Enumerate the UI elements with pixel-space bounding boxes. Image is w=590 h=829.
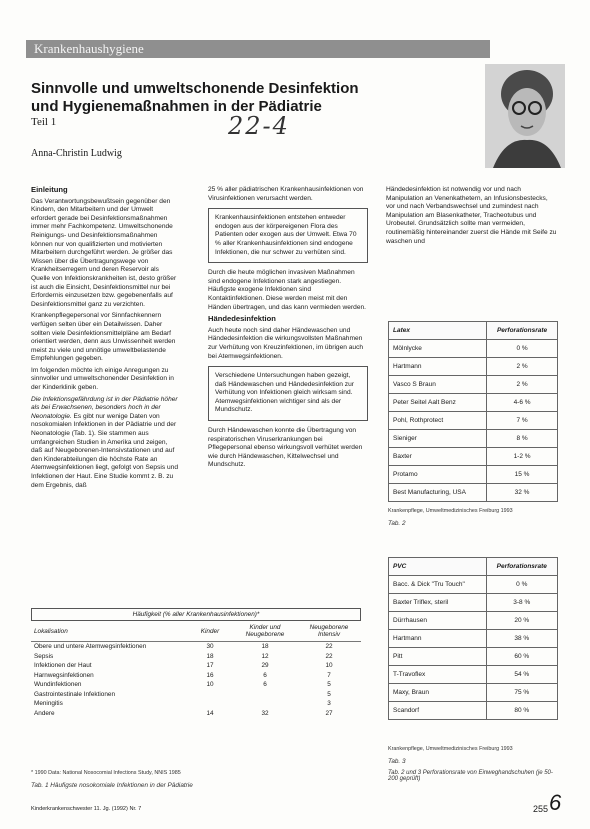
cell: Gastrointestinale Infektionen bbox=[34, 690, 115, 698]
journal-footer: Kinderkrankenschwester 11. Jg. (1992) Nr. 7 bbox=[31, 806, 142, 812]
table-source: Krankenpflege, Umweltmedizinisches Freiburg 1993 bbox=[388, 508, 513, 514]
table-row bbox=[389, 612, 558, 630]
cell: Pitt bbox=[389, 648, 487, 666]
cell bbox=[233, 690, 297, 700]
paragraph: Krankenpflegepersonal vor Sinnfachkennern verfügen selten über ein Detailwissen. Daher sollten viele Desinfektionsmittelpläne am Bedarf orientiert werden, denn aus Unwissenheit werden meist zu viele und unnötige umweltbelastende Empfehlungen gegeben. bbox=[31, 312, 176, 363]
table-row bbox=[31, 699, 361, 709]
handwritten-note: 22-4 bbox=[228, 112, 290, 140]
cell bbox=[187, 690, 233, 700]
cell: 80 % bbox=[486, 702, 557, 720]
table-row bbox=[389, 666, 558, 684]
cell: 75 % bbox=[486, 684, 557, 702]
cell: Harnwegsinfektionen bbox=[34, 671, 94, 679]
article-subtitle: Teil 1 bbox=[31, 116, 57, 128]
table-row bbox=[389, 448, 558, 466]
cell: 18 bbox=[261, 643, 269, 651]
cell: Baxter bbox=[389, 448, 487, 466]
cell: 0 % bbox=[487, 340, 558, 358]
table-row bbox=[389, 594, 558, 612]
cell: T-Travoflex bbox=[389, 666, 487, 684]
cell: Bacc. & Dick "Tru Touch" bbox=[389, 576, 487, 594]
author-photo bbox=[485, 64, 565, 168]
table-row bbox=[389, 702, 558, 720]
column-1 bbox=[31, 186, 179, 493]
paragraph: Auch heute noch sind daher Händewaschen und Händedesinfektion die wirkungsvollsten Maßnahmen zur Verhütung von Kreuzinfektionen, im übrigen auch bei Atemwegsinfektionen. bbox=[208, 326, 364, 360]
table-row bbox=[389, 630, 558, 648]
handwritten-page-mark: 6 bbox=[549, 790, 562, 815]
cell: Pohl, Rothprotect bbox=[389, 412, 487, 430]
cell: 6 bbox=[263, 681, 267, 689]
cell: Meningitis bbox=[34, 700, 63, 708]
page-number: 255 bbox=[533, 804, 549, 814]
cell: Andere bbox=[34, 709, 55, 717]
table-row bbox=[31, 642, 361, 652]
cell: 32 % bbox=[487, 484, 558, 502]
cell: Protamo bbox=[389, 466, 487, 484]
cell: Sieniger bbox=[389, 430, 487, 448]
cell: 12 bbox=[261, 652, 269, 660]
table-row bbox=[31, 709, 361, 719]
cell: Wundinfektionen bbox=[34, 681, 82, 689]
title-line-1: Sinnvolle und umweltschonende Desinfektion bbox=[31, 80, 359, 97]
cell: Best Manufacturing, USA bbox=[389, 484, 487, 502]
paragraph: Durch Händewaschen konnte die Übertragung von respiratorischen Viruserkrankungen bei Pflegepersonal ebenso wirkungsvoll verhütet werden wie durch Händewaschen, Kittelwechsel und Mundschutz. bbox=[208, 427, 363, 469]
paragraph: 25 % aller pädiatrischen Krankenhausinfektionen von Virusinfektionen verursacht werden. bbox=[208, 186, 364, 202]
author-name: Anna-Christin Ludwig bbox=[31, 148, 122, 159]
cell bbox=[233, 699, 297, 709]
cell: 3 bbox=[327, 700, 331, 708]
cell: 6 bbox=[263, 671, 267, 679]
cell: Mölnlycke bbox=[389, 340, 487, 358]
cell: 4-6 % bbox=[487, 394, 558, 412]
table-row bbox=[31, 652, 361, 662]
table-row bbox=[31, 671, 361, 681]
cell: Scandorf bbox=[389, 702, 487, 720]
table-row bbox=[389, 394, 558, 412]
section-banner: Krankenhaushygiene bbox=[26, 40, 490, 58]
column-header: Perforationsrate bbox=[487, 322, 558, 340]
table-header-row bbox=[389, 322, 558, 340]
paragraph: Händedesinfektion ist notwendig vor und nach Manipulation an Venenkathetern, an Infusionsbestecks, vor und nach Verbandswechsel und zumindest nach Manipulation am Blasenkatheter, Tracheotubus und Urobeutel. Grundsätzlich sollte man vermeiden, routinemäßig hintereinander zuerst die Hände mit Seife zu waschen und bbox=[386, 186, 557, 245]
cell: 2 % bbox=[487, 376, 558, 394]
cell: 27 bbox=[325, 709, 333, 717]
cell: Hartmann bbox=[389, 358, 487, 376]
paragraph-text: Es gibt nur wenige Daten von nosokomialen Infektionen in der Pädiatrie und der Neonatologie (Tab. 1). Sie stammen aus umfangreichen Studien in Amerika und zeigen, daß auf Neugeborenen-Intensivstationen und auf den Kinderabteilungen die höchste Rate an Atemwegsinfektionen liegt, gefolgt von Sepsis und Infektionen der Haut. Eine Studie kommt z. B. zu dem Ergebnis, daß bbox=[31, 412, 178, 489]
cell: 38 % bbox=[486, 630, 557, 648]
cell: 10 bbox=[325, 662, 333, 670]
cell: 10 bbox=[206, 681, 214, 689]
cell: 1-2 % bbox=[487, 448, 558, 466]
cell: 60 % bbox=[486, 648, 557, 666]
cell: 0 % bbox=[486, 576, 557, 594]
cell: Dürrhausen bbox=[389, 612, 487, 630]
table-row bbox=[389, 466, 558, 484]
cell: 29 bbox=[261, 662, 269, 670]
table-row bbox=[389, 648, 558, 666]
cell: 32 bbox=[261, 709, 269, 717]
cell: 17 bbox=[206, 662, 214, 670]
cell: 5 bbox=[327, 690, 331, 698]
cell: 20 % bbox=[486, 612, 557, 630]
table-caption: Tab. 3 bbox=[388, 758, 406, 765]
table-title: Häufigkeit (% aller Krankenhausinfektionen)* bbox=[31, 608, 361, 621]
cell: Infektionen der Haut bbox=[34, 662, 92, 670]
pvc-glove-table bbox=[388, 557, 558, 720]
table-row bbox=[389, 376, 558, 394]
table-header-row bbox=[31, 621, 361, 642]
paragraph bbox=[31, 396, 179, 491]
table-row bbox=[389, 576, 558, 594]
cell: 7 bbox=[327, 671, 331, 679]
article-title bbox=[31, 80, 411, 116]
highlight-box: Verschiedene Untersuchungen haben gezeigt, daß Händewaschen und Händedesinfektion zur Verhütung von Infektionen gleich wirksam sind. Atemwegsinfektionen wichtiger sind als der Mundschutz. bbox=[208, 366, 368, 421]
cell: 30 bbox=[206, 643, 214, 651]
cell: 16 bbox=[206, 671, 214, 679]
table-row bbox=[31, 690, 361, 700]
table-caption: Tab. 2 bbox=[388, 520, 406, 527]
table-footnote: * 1990 Data: National Nosocomial Infections Study, NNIS 1985 bbox=[31, 770, 181, 776]
cell: 7 % bbox=[487, 412, 558, 430]
cell: 54 % bbox=[486, 666, 557, 684]
heading-haendedesinfektion: Händedesinfektion bbox=[208, 314, 276, 324]
table-body bbox=[31, 621, 361, 718]
table-row bbox=[389, 684, 558, 702]
column-3 bbox=[386, 186, 558, 249]
column-2 bbox=[208, 186, 368, 473]
table-source: Krankenpflege, Umweltmedizinisches Freiburg 1993 bbox=[388, 746, 513, 752]
cell: 15 % bbox=[487, 466, 558, 484]
cell: 3-8 % bbox=[486, 594, 557, 612]
table-row bbox=[389, 340, 558, 358]
table-row bbox=[31, 661, 361, 671]
latex-glove-table bbox=[388, 321, 558, 502]
cell bbox=[187, 699, 233, 709]
cell: Obere und untere Atemwegsinfektionen bbox=[34, 643, 147, 651]
cell: 8 % bbox=[487, 430, 558, 448]
tables-note: Tab. 2 und 3 Perforationsrate von Einweghandschuhen (je 50-200 geprüft) bbox=[388, 770, 553, 782]
cell: Maxy, Braun bbox=[389, 684, 487, 702]
table-row bbox=[389, 358, 558, 376]
highlight-box: Krankenhausinfektionen entstehen entweder endogen aus der körpereigenen Flora des Patienten oder exogen aus der Umwelt. Etwa 70 % aller Krankenhausinfektionen sind endogene Infektionen, die nur schwer zu verhüten sind. bbox=[208, 208, 368, 263]
emphasis-text: Die Infektionsgefährdung ist in der Pädiatrie höher als bei Erwachsenen, besonders hoch in der Neonatologie. bbox=[31, 395, 178, 420]
infection-frequency-table bbox=[31, 608, 361, 718]
column-header: Neugeborene Intensiv bbox=[297, 621, 361, 642]
paragraph: Im folgenden möchte ich einige Anregungen zu sinnvoller und umweltschonender Desinfektion in der Kinderklinik geben. bbox=[31, 366, 174, 392]
table-header-row bbox=[389, 558, 558, 576]
table-row bbox=[31, 680, 361, 690]
column-header: PVC bbox=[389, 558, 487, 576]
title-line-2: und Hygienemaßnahmen in der Pädiatrie bbox=[31, 98, 322, 115]
cell: 22 bbox=[325, 652, 333, 660]
cell: Baxter Triflex, steril bbox=[389, 594, 487, 612]
table-row bbox=[389, 412, 558, 430]
cell: Sepsis bbox=[34, 652, 54, 660]
paragraph: Das Verantwortungsbewußtsein gegenüber den Kindern, den Mitarbeitern und der Umwelt erfordert gerade bei Desinfektionsmaßnahmen immer mehr Fachkompetenz. Umweltschonende Reinigungs- und Desinfektionsmaßnahmen können nur von qualifizierten und motivierten Mitarbeitern durchgeführt werden. Je größer das Wissen über die Übertragungswege von Krankheitserregern und deren Reservoir als Quelle von Infektionskrankheiten ist, desto größer ist auch die Einsicht, Desinfektionsmittel nur bei Erfordernis einzusetzen bzw. gegebenenfalls auf Desinfektionsmittel ganz zu verzichten. bbox=[31, 197, 177, 308]
cell: Peter Seitel Aalt Benz bbox=[389, 394, 487, 412]
column-header: Perforationsrate bbox=[486, 558, 557, 576]
table-caption: Tab. 1 Häufigste nosokomiale Infektionen in der Pädiatrie bbox=[31, 782, 193, 789]
paragraph: Durch die heute möglichen invasiven Maßnahmen sind endogene Infektionen stark angestiegen. Häufigste exogene Infektionen sind Kontaktinfektionen. Diese werden meist mit den Händen übertragen, und das kann vermieden werden. bbox=[208, 269, 366, 311]
cell: 18 bbox=[206, 652, 214, 660]
column-header: Latex bbox=[389, 322, 487, 340]
table-row bbox=[389, 484, 558, 502]
column-header: Kinder bbox=[187, 621, 233, 642]
heading-einleitung: Einleitung bbox=[31, 185, 68, 194]
cell: 14 bbox=[206, 709, 214, 717]
column-header: Kinder und Neugeborene bbox=[233, 621, 297, 642]
cell: Vasco S Braun bbox=[389, 376, 487, 394]
cell: 22 bbox=[325, 643, 333, 651]
column-header: Lokalisation bbox=[31, 621, 187, 642]
cell: 2 % bbox=[487, 358, 558, 376]
cell: Hartmann bbox=[389, 630, 487, 648]
table-row bbox=[389, 430, 558, 448]
cell: 5 bbox=[327, 681, 331, 689]
